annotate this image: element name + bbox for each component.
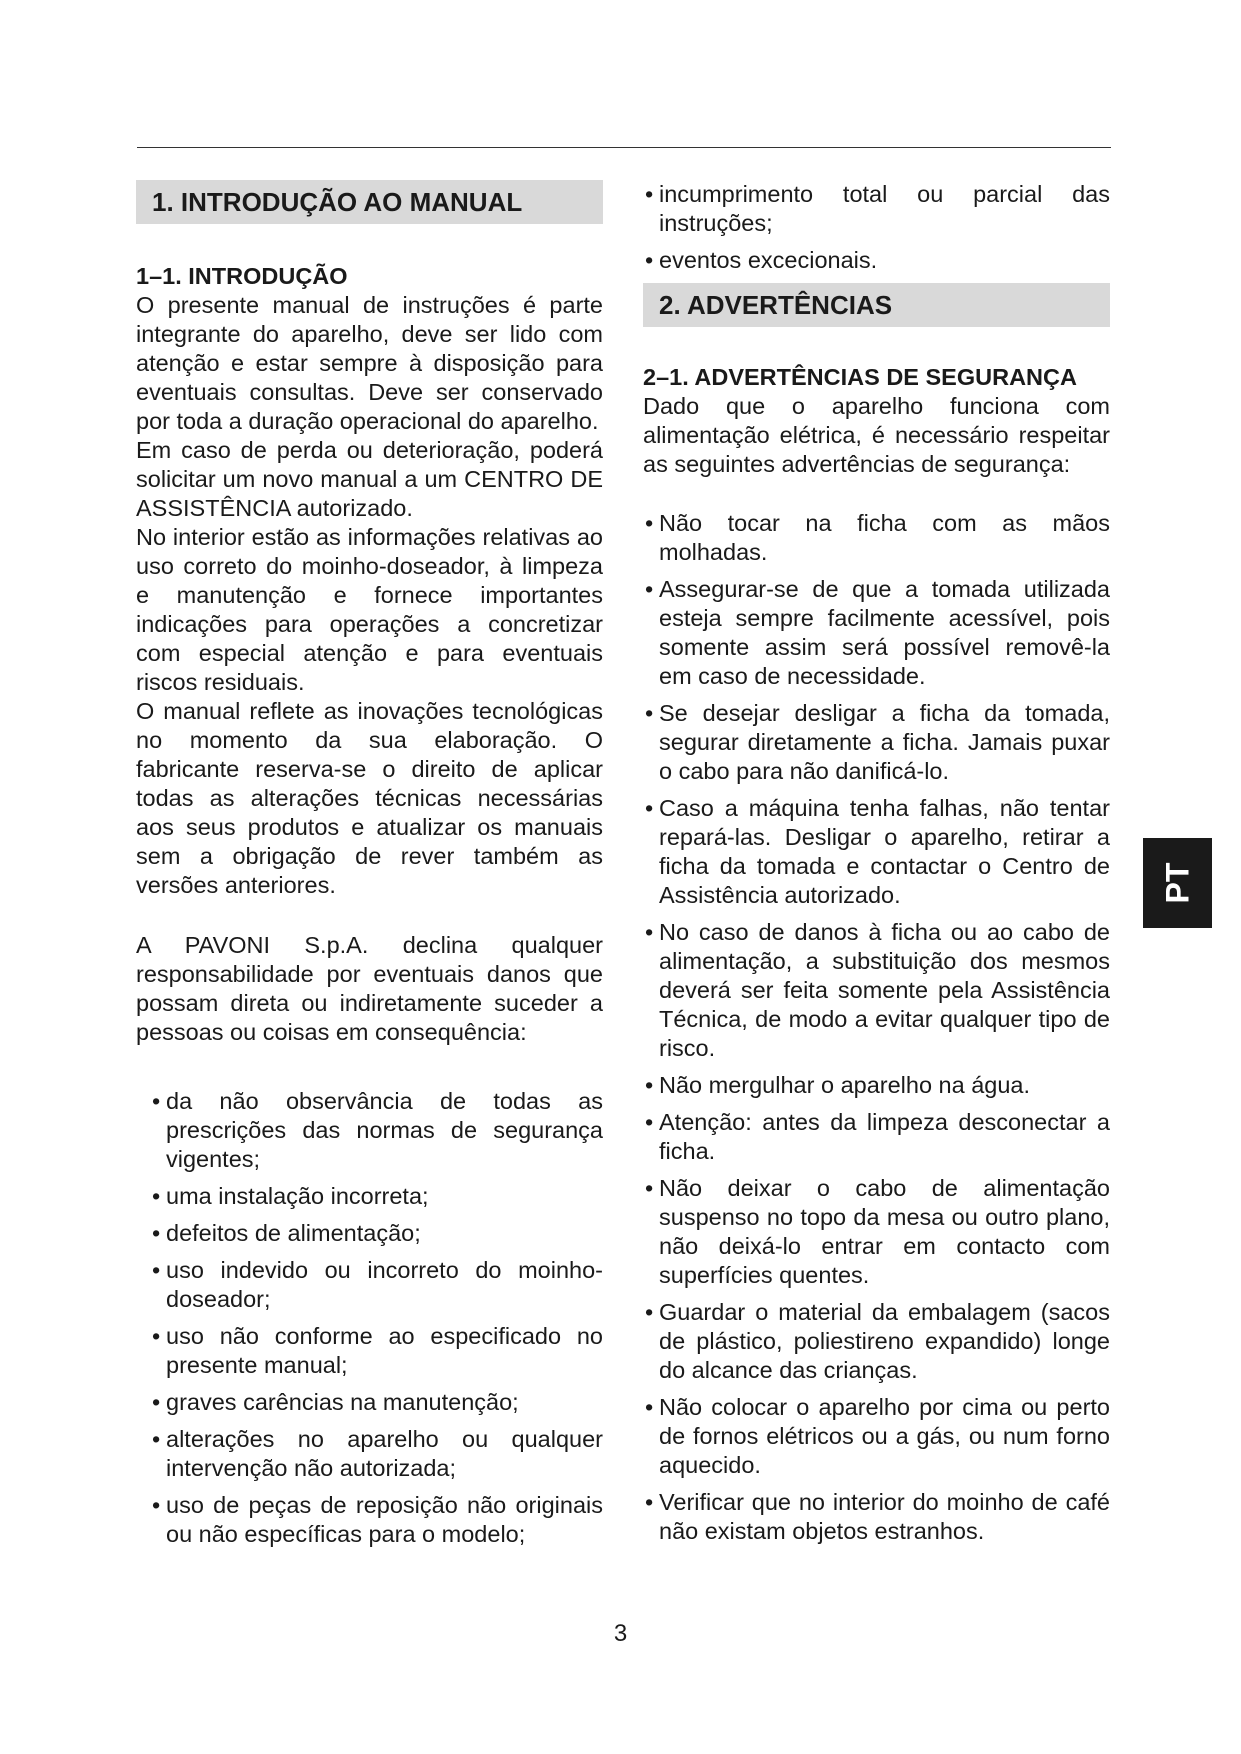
list-item: • Atenção: antes da limpeza desconectar a ficha. <box>645 1109 1110 1164</box>
bullet-icon: • <box>152 1183 161 1209</box>
bullet-icon: • <box>152 1088 161 1114</box>
list-item: • defeitos de alimentação; <box>152 1220 421 1246</box>
bullet-icon: • <box>645 181 654 207</box>
language-tab <box>1143 838 1212 928</box>
bullet-icon: • <box>645 1109 654 1135</box>
list-item: • Não tocar na ficha com as mãos molhadas. <box>645 510 1110 565</box>
list-item: • Guardar o material da embalagem (sacos de plástico, poliestireno expandido) longe do alcance das crianças. <box>645 1299 1110 1383</box>
subsection-title-safety: 2–1. ADVERTÊNCIAS DE SEGURANÇA <box>643 364 1077 390</box>
list-item: • uma instalação incorreta; <box>152 1183 429 1209</box>
list-item: • eventos excecionais. <box>645 247 878 273</box>
intro-paragraph: No interior estão as informações relativas ao uso correto do moinho-doseador, à limpeza e manutenção e fornece importantes indicações para operações a concretizar com especial atenção e para eventuais riscos residuais. <box>136 524 603 695</box>
list-item: • Não colocar o aparelho por cima ou perto de fornos elétricos ou a gás, ou num forno aquecido. <box>645 1394 1110 1478</box>
list-item: • uso de peças de reposição não originais ou não específicas para o modelo; <box>152 1492 603 1547</box>
list-item: • Não deixar o cabo de alimentação suspenso no topo da mesa ou outro plano, não deixá-lo entrar em contacto com superfícies quentes. <box>645 1175 1110 1288</box>
bullet-icon: • <box>645 1489 654 1515</box>
left-column <box>136 180 603 1557</box>
bullet-icon: • <box>152 1323 161 1349</box>
bullet-icon: • <box>645 510 654 536</box>
bullet-icon: • <box>645 700 654 726</box>
liability-list-continued <box>643 180 1110 275</box>
section-title-warnings: 2. ADVERTÊNCIAS <box>643 283 1110 327</box>
list-item: • da não observância de todas as prescrições das normas de segurança vigentes; <box>152 1088 603 1172</box>
intro-paragraph: O presente manual de instruções é parte integrante do aparelho, deve ser lido com atenção e estar sempre à disposição para eventuais consultas. Deve ser conservado por toda a duração operacional do aparelho. <box>136 292 603 434</box>
list-item: • Não mergulhar o aparelho na água. <box>645 1072 1031 1098</box>
liability-list <box>136 1087 603 1549</box>
safety-intro: Dado que o aparelho funciona com alimentação elétrica, é necessário respeitar as seguintes advertências de segurança: <box>643 393 1110 477</box>
bullet-icon: • <box>152 1257 161 1283</box>
header-rule <box>137 147 1111 148</box>
bullet-icon: • <box>645 1072 654 1098</box>
list-item: • incumprimento total ou parcial das instruções; <box>645 181 1110 236</box>
bullet-icon: • <box>152 1492 161 1518</box>
bullet-icon: • <box>645 247 654 273</box>
list-item: • Se desejar desligar a ficha da tomada, segurar diretamente a ficha. Jamais puxar o cabo para não danificá-lo. <box>645 700 1110 784</box>
list-item: • alterações no aparelho ou qualquer intervenção não autorizada; <box>152 1426 603 1481</box>
list-item: • Verificar que no interior do moinho de café não existam objetos estranhos. <box>645 1489 1110 1544</box>
intro-paragraph: Em caso de perda ou deterioração, poderá solicitar um novo manual a um CENTRO DE ASSISTÊNCIA autorizado. <box>136 437 603 521</box>
bullet-icon: • <box>645 1394 654 1420</box>
list-item: • No caso de danos à ficha ou ao cabo de alimentação, a substituição dos mesmos deverá ser feita somente pela Assistência Técnica, de modo a evitar qualquer tipo de risco. <box>645 919 1110 1061</box>
liability-paragraph: A PAVONI S.p.A. declina qualquer responsabilidade por eventuais danos que possam direta ou indiretamente suceder a pessoas ou coisas em consequência: <box>136 932 603 1045</box>
bullet-icon: • <box>152 1389 161 1415</box>
language-tab-label: PT <box>1159 862 1195 904</box>
list-item: • uso indevido ou incorreto do moinho-doseador; <box>152 1257 603 1312</box>
list-item: • graves carências na manutenção; <box>152 1389 519 1415</box>
bullet-icon: • <box>152 1426 161 1452</box>
bullet-icon: • <box>645 795 654 821</box>
safety-warnings-list <box>643 509 1110 1546</box>
page-number: 3 <box>613 1620 628 1647</box>
bullet-icon: • <box>645 1175 654 1201</box>
right-column <box>643 180 1110 1554</box>
bullet-icon: • <box>645 576 654 602</box>
section-title-introduction: 1. INTRODUÇÃO AO MANUAL <box>136 180 603 224</box>
bullet-icon: • <box>152 1220 161 1246</box>
intro-paragraph: O manual reflete as inovações tecnológicas no momento da sua elaboração. O fabricante reserva-se o direito de aplicar todas as alterações técnicas necessárias aos seus produtos e atualizar os manuais sem a obrigação de rever também as versões anteriores. <box>136 698 603 898</box>
subsection-title-introduction: 1–1. INTRODUÇÃO <box>136 263 348 289</box>
list-item: • Caso a máquina tenha falhas, não tentar repará-las. Desligar o aparelho, retirar a ficha da tomada e contactar o Centro de Assistência autorizado. <box>645 795 1110 908</box>
list-item: • Assegurar-se de que a tomada utilizada esteja sempre facilmente acessível, pois somente assim será possível removê-la em caso de necessidade. <box>645 576 1110 689</box>
list-item: • uso não conforme ao especificado no presente manual; <box>152 1323 603 1378</box>
bullet-icon: • <box>645 919 654 945</box>
bullet-icon: • <box>645 1299 654 1325</box>
